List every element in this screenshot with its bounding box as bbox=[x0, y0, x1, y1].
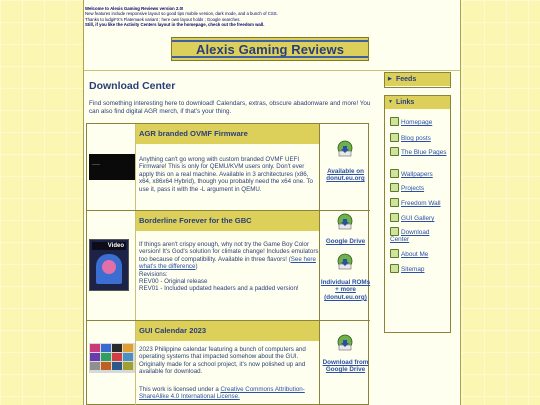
sidebar-item-download-center[interactable] bbox=[390, 227, 450, 243]
sidebar-item-blog[interactable] bbox=[390, 133, 450, 142]
sidebar-item-label: Sitemap bbox=[401, 266, 425, 273]
download-title-bar bbox=[136, 124, 320, 144]
download-row-borderline bbox=[87, 211, 370, 321]
site-banner[interactable] bbox=[171, 37, 369, 61]
sidebar-item-label: Projects bbox=[401, 185, 425, 192]
notice-line-1: Welcome to Alexis Gaming Reviews version 2.0! bbox=[85, 6, 184, 11]
notice-line-4: Still, if you like the Activity Centers layout in the homepage, check out the freedom wall. bbox=[85, 22, 265, 28]
site-title: Alexis Gaming Reviews bbox=[195, 42, 345, 57]
download-link-individual-roms[interactable]: Individual ROMs + more (donut.eu.org) bbox=[320, 279, 371, 301]
desc-cell bbox=[135, 321, 319, 405]
download-link-cell bbox=[319, 211, 370, 320]
download-disk-icon bbox=[336, 213, 354, 231]
download-title-bar bbox=[136, 211, 320, 231]
download-title-bar bbox=[136, 321, 320, 341]
folder-icon bbox=[390, 183, 399, 192]
revisions-heading: Revisions: bbox=[139, 270, 168, 278]
sidebar-item-label: Homepage bbox=[401, 119, 433, 126]
user-icon bbox=[390, 249, 399, 258]
download-title: GUI Calendar 2023 bbox=[139, 326, 207, 335]
sidebar-item-label: Blog posts bbox=[401, 135, 431, 142]
links-label: Links bbox=[396, 98, 415, 106]
download-disk-icon bbox=[336, 334, 354, 352]
links-header[interactable] bbox=[385, 96, 450, 109]
download-description: Anything can't go wrong with custom branded OVMF UEFI Firmware! This is only for QEMU/KVM users only. Don't ever apply this on a real machine. Available in 3 architectures (x86, x64, x86x64 Hybrid), though you probably need the x64 one. To use it, pass it with the -L argument in QEMU. bbox=[139, 156, 313, 193]
blog-icon bbox=[390, 133, 399, 142]
revision-item: REV01 - Included updated headers and a padded version! bbox=[139, 285, 299, 293]
chat-icon bbox=[390, 198, 399, 207]
sidebar-item-label: GUI Gallery bbox=[401, 215, 435, 222]
desc-cell bbox=[135, 124, 319, 210]
chevron-down-icon: ▼ bbox=[388, 99, 393, 105]
thumb-cell bbox=[87, 321, 135, 405]
sitemap-icon bbox=[390, 264, 399, 273]
links-box bbox=[384, 95, 451, 333]
license-text bbox=[139, 386, 319, 401]
feeds-label: Feeds bbox=[396, 75, 417, 83]
download-link-cell bbox=[319, 321, 370, 405]
sidebar-item-about-me[interactable] bbox=[390, 249, 450, 258]
sidebar-item-label: Wallpapers bbox=[401, 171, 433, 178]
download-link-calendar-drive[interactable]: Download from Google Drive bbox=[322, 359, 369, 374]
desc-text: If things aren't crispy enough, why not try the Game Boy Color version! It's God's solution for climate change! Includes emulators too because of compatibility. Available in three flavors! ( bbox=[139, 241, 319, 263]
sidebar-item-label: Download Center bbox=[390, 229, 430, 244]
thumbnail-label: Video bbox=[92, 242, 126, 250]
desc-text-end: ) bbox=[195, 263, 198, 271]
downloads-table bbox=[86, 123, 369, 405]
download-icon bbox=[390, 227, 399, 236]
download-disk-icon bbox=[336, 253, 354, 271]
download-link-cell bbox=[319, 124, 370, 210]
sidebar-item-projects[interactable] bbox=[390, 183, 450, 192]
license-prefix: This work is licensed under a bbox=[139, 386, 221, 393]
differences-link[interactable]: See here what's the difference bbox=[139, 255, 316, 271]
sidebar-item-wallpapers[interactable] bbox=[390, 169, 450, 178]
thumb-cell bbox=[87, 124, 135, 210]
license-link[interactable]: Creative Commons Attribution-ShareAlike 4.0 International License. bbox=[139, 386, 305, 401]
gallery-icon bbox=[390, 213, 399, 222]
sidebar-item-homepage[interactable] bbox=[390, 117, 450, 126]
sidebar-item-label: The Blue Pages bbox=[401, 149, 447, 156]
download-description: 2023 Philippine calendar featuring a bunch of computers and operating systems that impacted somehow about the GUI. Originally made for a school project, it's now polished up and available for download. bbox=[139, 346, 306, 376]
header-divider bbox=[84, 70, 460, 71]
update-notice bbox=[85, 6, 457, 28]
sidebar-item-freedom-wall[interactable] bbox=[390, 198, 450, 207]
desc-cell bbox=[135, 211, 319, 320]
sidebar-item-sitemap[interactable] bbox=[390, 264, 450, 273]
chevron-right-icon: ▶ bbox=[388, 76, 392, 82]
sidebar-item-blue-pages[interactable] bbox=[390, 147, 450, 156]
thumb-cell bbox=[87, 211, 135, 320]
download-title: AGR branded OVMF Firmware bbox=[139, 129, 248, 138]
calendar-thumbnail bbox=[89, 343, 135, 373]
download-description bbox=[139, 241, 319, 293]
book-icon bbox=[390, 147, 399, 156]
picture-icon bbox=[390, 169, 399, 178]
download-row-calendar bbox=[87, 321, 370, 405]
notice-line-2: New features include responsive layout so good tips mobile version, dark mode, and a bunch of CSS. bbox=[85, 11, 278, 17]
intro-text: Find something interesting here to download! Calendars, extras, obscure abadonware and more! You can also find digital AGR merch, if that's your thing. bbox=[89, 100, 371, 115]
page-title: Download Center bbox=[89, 80, 176, 92]
revision-item: REV00 - Original release bbox=[139, 278, 208, 286]
download-disk-icon bbox=[336, 140, 354, 158]
ovmf-thumbnail bbox=[89, 154, 135, 180]
download-link-donut[interactable]: Available on donut.eu.org bbox=[326, 168, 365, 183]
feeds-box[interactable] bbox=[384, 72, 451, 88]
borderline-thumbnail bbox=[89, 239, 129, 291]
feeds-header[interactable] bbox=[385, 73, 450, 86]
download-row-ovmf bbox=[87, 124, 370, 211]
download-title: Borderline Forever for the GBC bbox=[139, 216, 252, 225]
sidebar-item-label: About Me bbox=[401, 251, 429, 258]
download-link-google-drive[interactable]: Google Drive bbox=[325, 238, 366, 245]
sidebar-item-gui-gallery[interactable] bbox=[390, 213, 450, 222]
home-icon bbox=[390, 117, 399, 126]
sidebar-item-label: Freedom Wall bbox=[401, 200, 441, 207]
notice-line-3: Thanks to ludgiFX's Flatemaek variant ; here own layout holds ; Google searches. bbox=[85, 16, 241, 22]
